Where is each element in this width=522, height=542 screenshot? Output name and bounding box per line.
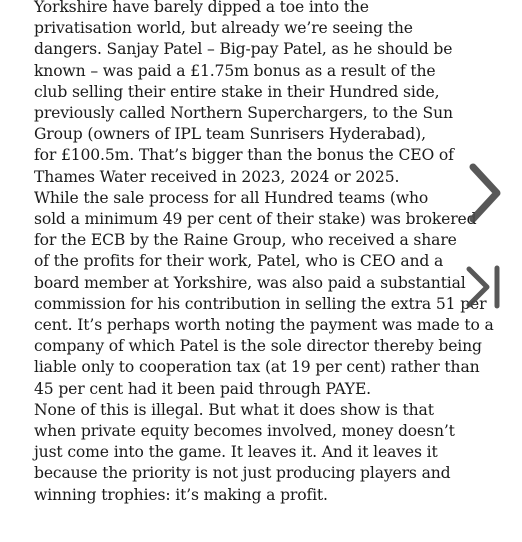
text-line: when private equity becomes involved, money doesn’t [34, 422, 455, 441]
next-page-button[interactable] [458, 160, 512, 226]
article-body [20, 0, 520, 506]
text-line: cent. It’s perhaps worth noting the payment was made to a [34, 316, 494, 335]
text-line: commission for his contribution in selling the extra 51 per [34, 294, 487, 313]
text-line: Thames Water received in 2023, 2024 or 2025. [34, 167, 400, 186]
text-line: for £100.5m. That’s bigger than the bonus the CEO of [34, 146, 454, 165]
text-line: Yorkshire have barely dipped a toe into the [34, 0, 369, 16]
text-line: dangers. Sanjay Patel – Big-pay Patel, as he should be [34, 40, 453, 59]
text-line: for the ECB by the Raine Group, who received a share [34, 231, 457, 250]
chevron-right-icon [465, 161, 505, 225]
paragraph-1 [20, 0, 520, 188]
text-line: While the sale process for all Hundred teams (who [34, 188, 429, 207]
text-line: club selling their entire stake in their Hundred side, [34, 82, 440, 101]
text-line: sold a minimum 49 per cent of their stake) was brokered [34, 210, 477, 229]
text-line: Group (owners of IPL team Sunrisers Hyderabad), [34, 125, 426, 144]
skip-forward-icon [463, 263, 507, 311]
text-line: previously called Northern Superchargers, to the Sun [34, 104, 453, 123]
paragraph-3 [20, 400, 520, 506]
last-page-button[interactable] [458, 260, 512, 314]
paragraph-2 [20, 188, 520, 400]
text-line: liable only to cooperation tax (at 19 per cent) rather than [34, 358, 480, 377]
text-line: company of which Patel is the sole director thereby being [34, 337, 482, 356]
text-line: board member at Yorkshire, was also paid a substantial [34, 273, 466, 292]
text-line: just come into the game. It leaves it. And it leaves it [34, 443, 438, 462]
text-line: known – was paid a £1.75m bonus as a result of the [34, 61, 436, 80]
text-line: privatisation world, but already we’re seeing the [34, 19, 413, 38]
text-line: because the priority is not just producing players and [34, 464, 451, 483]
text-line: of the profits for their work, Patel, who is CEO and a [34, 252, 444, 271]
text-line: 45 per cent had it been paid through PAYE. [34, 379, 371, 398]
text-line: None of this is illegal. But what it does show is that [34, 400, 434, 419]
text-line: winning trophies: it’s making a profit. [34, 485, 328, 504]
